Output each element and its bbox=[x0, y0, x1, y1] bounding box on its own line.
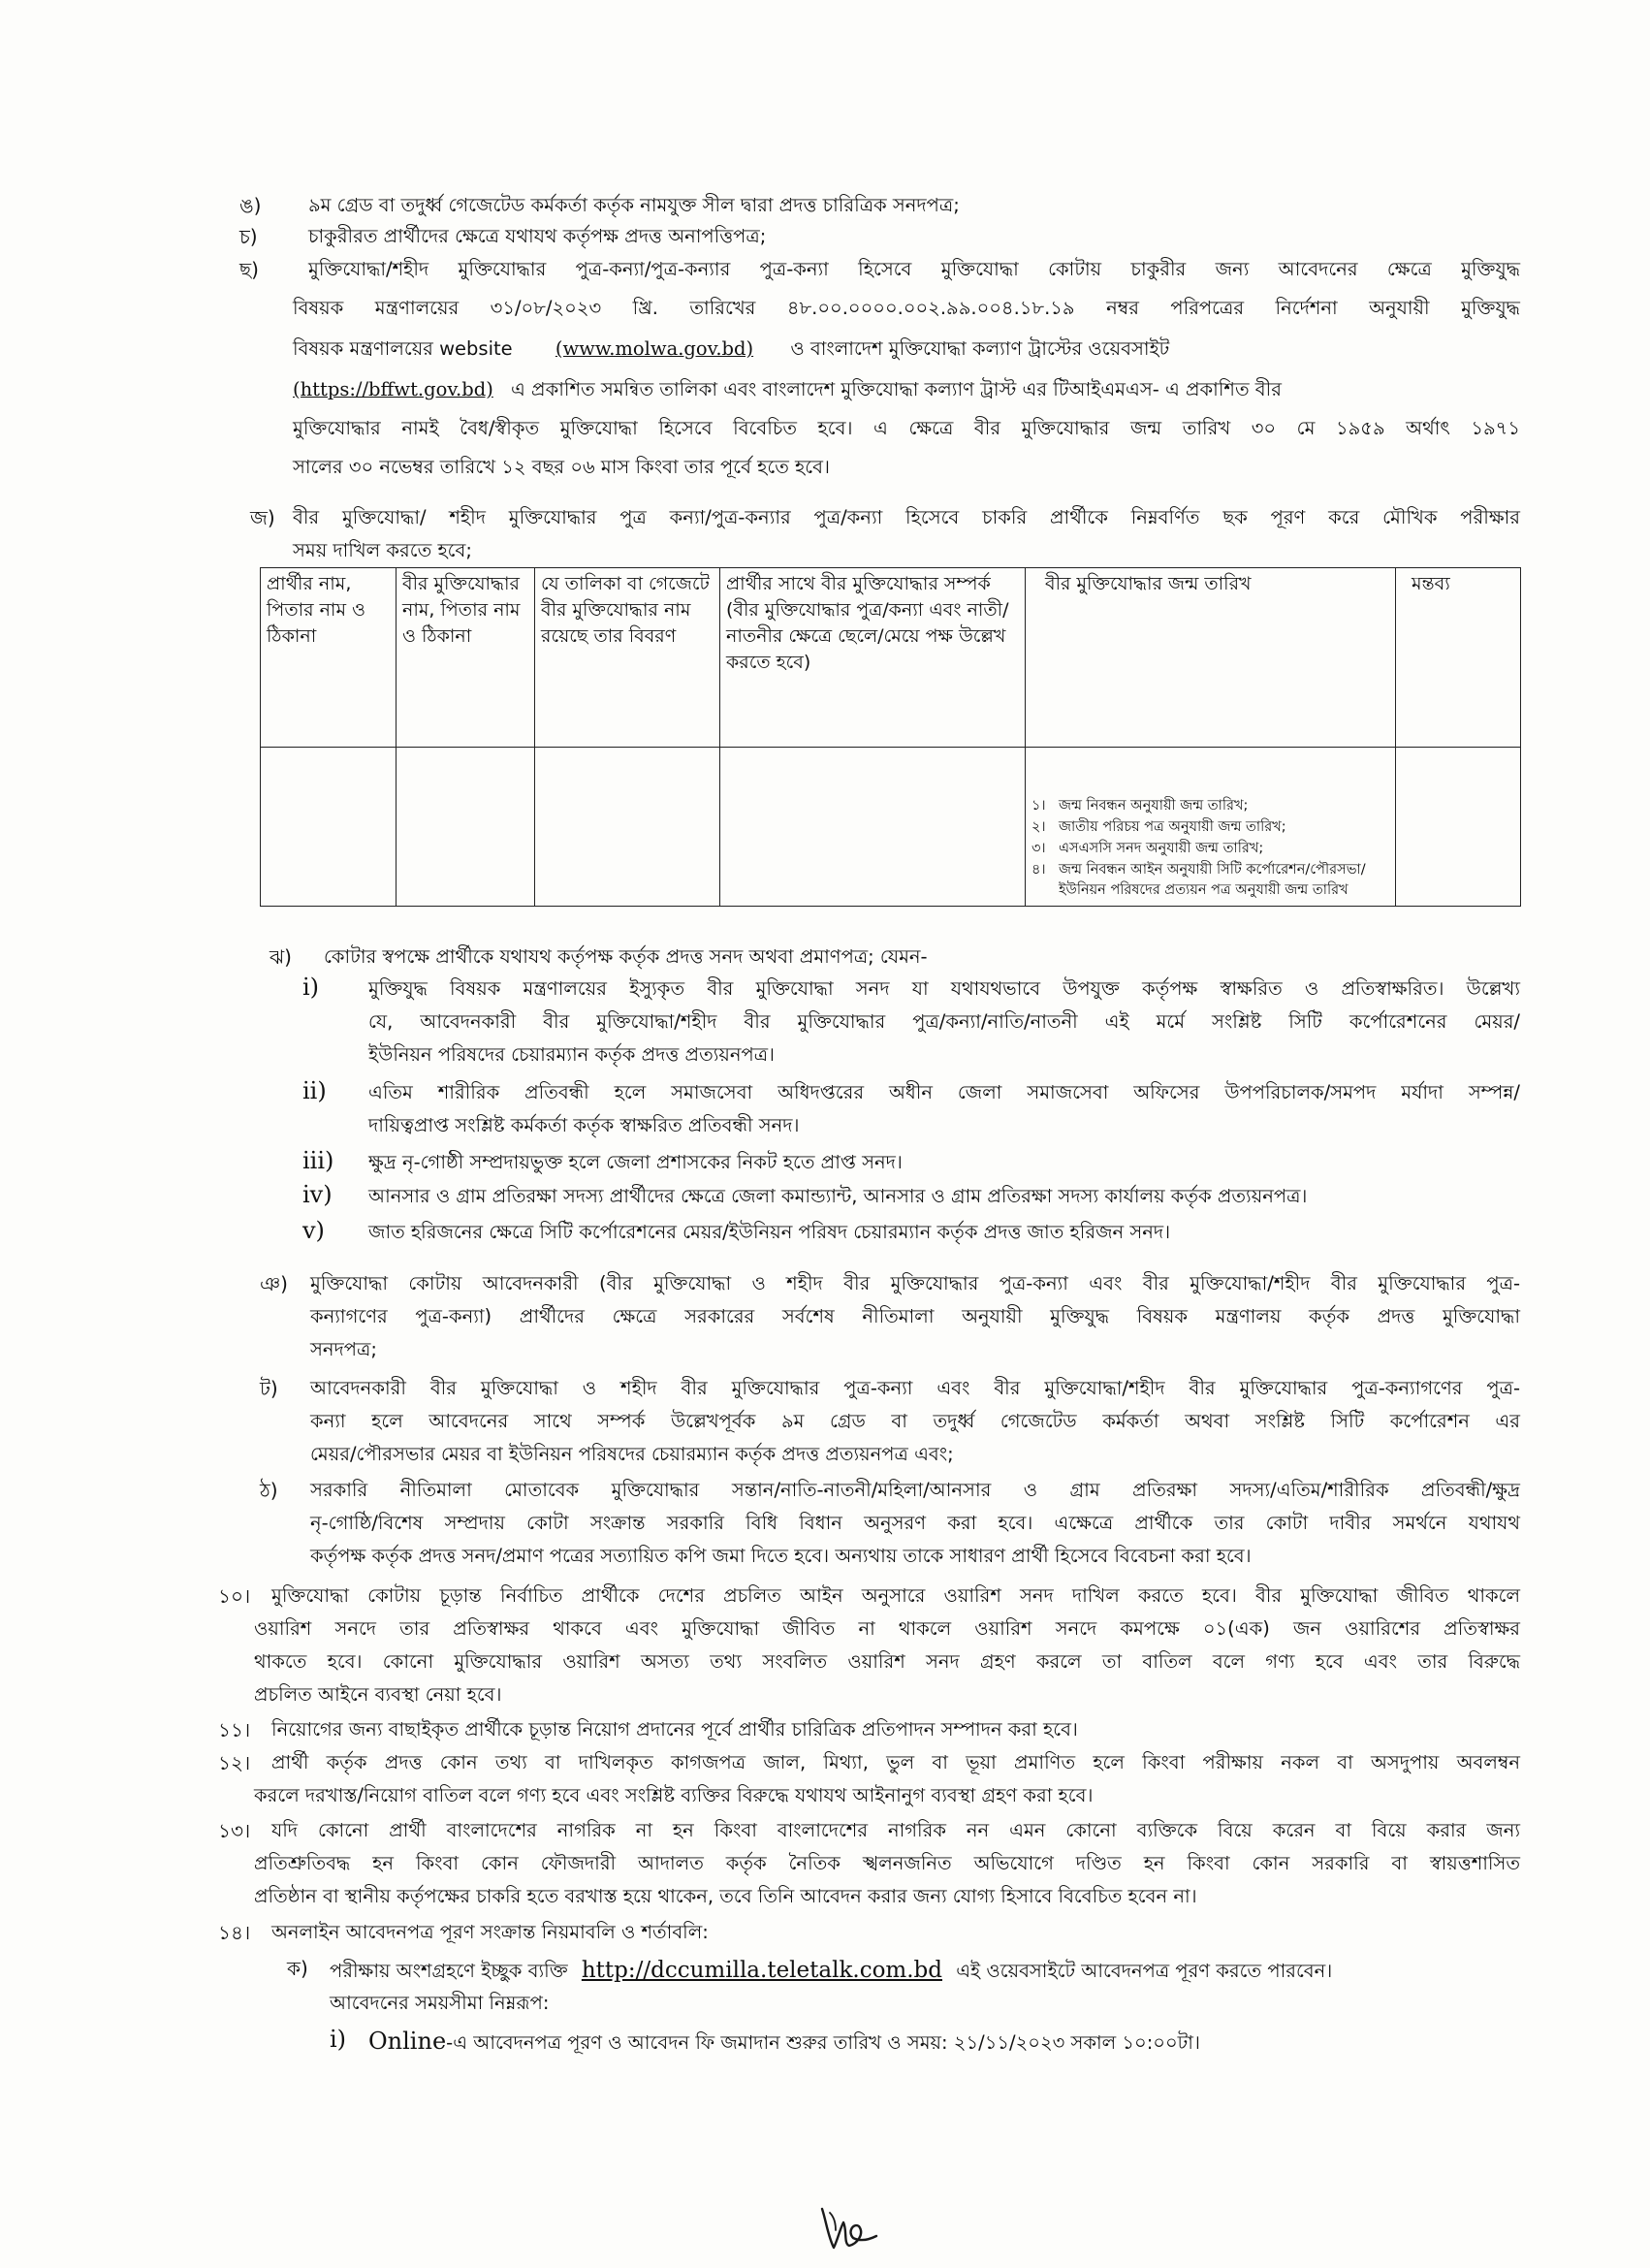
table-cell-empty bbox=[720, 748, 1026, 907]
item-marker: ঝ) bbox=[270, 945, 292, 969]
item-tha-line: নৃ-গোষ্ঠি/বিশেষ সম্প্রদায় কোটা সংক্রান্ত সরকারি বিধি বিধান অনুসরণ করা হবে। এক্ষেত্রে প্রার্থীকে তার কোটা দাবীর সমর্থনে যথাযথ bbox=[310, 1512, 1520, 1534]
roman-numeral: iv) bbox=[302, 1181, 333, 1208]
item-ta-line: মেয়র/পৌরসভার মেয়র বা ইউনিয়ন পরিষদের চেয়ারম্যান কর্তৃক প্রদত্ত প্রত্যয়নপত্র এবং; bbox=[310, 1443, 954, 1465]
jha-item-line: মুক্তিযুদ্ধ বিষয়ক মন্ত্রণালয়ের ইস্যুকৃত বীর মুক্তিযোদ্ধা সনদ যা যথাযথভাবে উপযুক্ত কর্তৃপক্ষ স্বাক্ষরিত ও প্রতিস্বাক্ষরিত। উল্লেখ্য bbox=[368, 977, 1520, 1000]
item-ta-line: কন্যা হলে আবেদনের সাথে সম্পর্ক উল্লেখপূর্বক ৯ম গ্রেড বা তদুর্ধ্ব গেজেটেড কর্মকর্তা অথবা সংশ্লিষ্ট সিটি কর্পোরেশন এর bbox=[310, 1410, 1520, 1432]
item-marker: ট) bbox=[260, 1377, 278, 1400]
roman-numeral: iii) bbox=[302, 1147, 334, 1174]
molwa-link[interactable]: (www.molwa.gov.bd) bbox=[555, 337, 754, 360]
item-tha-line: কর্তৃপক্ষ কর্তৃক প্রদত্ত সনদ/প্রমাণ পত্রের সত্যায়িত কপি জমা দিতে হবে। অন্যথায় তাকে সাধারণ প্রার্থী হিসেবে বিবেচনা করা হবে। bbox=[310, 1545, 1252, 1567]
table-row bbox=[261, 748, 1521, 907]
item-ja-line: সময় দাখিল করতে হবে; bbox=[293, 539, 472, 561]
column-header: প্রার্থীর সাথে বীর মুক্তিযোদ্ধার সম্পর্ক (বীর মুক্তিযোদ্ধার পুত্র/কন্যা এবং নাতী/নাতনীর ক্ষেত্রে ছেলে/মেয়ে পক্ষ উল্লেখ করতে হবে) bbox=[720, 568, 1026, 748]
roman-numeral: v) bbox=[302, 1217, 325, 1244]
item-marker: ঙ) bbox=[239, 194, 262, 217]
item-cha-line: মুক্তিযোদ্ধার নামই বৈধ/স্বীকৃত মুক্তিযোদ্ধা হিসেবে বিবেচিত হবে। এ ক্ষেত্রে বীর মুক্তিযোদ্ধার জন্ম তারিখ ৩০ মে ১৯৫৯ অর্থাৎ ১৯৭১ bbox=[293, 417, 1520, 439]
jha-item-line: যে, আবেদনকারী বীর মুক্তিযোদ্ধা/শহীদ বীর মুক্তিযোদ্ধার পুত্র/কন্যা/নাতি/নাতনী এই মর্মে সংশ্লিষ্ট সিটি কর্পোরেশনের মেয়র/ bbox=[368, 1010, 1520, 1033]
table-cell-empty bbox=[261, 748, 397, 907]
item-cha-line bbox=[293, 378, 1520, 401]
dob-list-item: ১। জন্ম নিবন্ধন অনুযায়ী জন্ম তারিখ; bbox=[1031, 798, 1249, 815]
dob-list-item: ৩। এসএসসি সনদ অনুযায়ী জন্ম তারিখ; bbox=[1031, 840, 1264, 856]
column-header: বীর মুক্তিযোদ্ধার জন্ম তারিখ bbox=[1026, 568, 1396, 748]
table-cell-empty bbox=[535, 748, 720, 907]
section-number: ১৪। bbox=[218, 1921, 251, 1944]
online-label: Online bbox=[368, 2028, 447, 2055]
section-14-title: অনলাইন আবেদনপত্র পূরণ সংক্রান্ত নিয়মাবলি ও শর্তাবলি: bbox=[271, 1921, 709, 1943]
table-header-row bbox=[261, 568, 1521, 748]
item-jha-intro: কোটার স্বপক্ষে প্রার্থীকে যথাযথ কর্তৃপক্ষ কর্তৃক প্রদত্ত সনদ অথবা প্রমাণপত্র; যেমন- bbox=[324, 945, 928, 968]
item-marker: ঞ) bbox=[260, 1272, 288, 1295]
dob-list-item: ২। জাতীয় পরিচয় পত্র অনুযায়ী জন্ম তারিখ; bbox=[1031, 819, 1286, 835]
roman-numeral: ii) bbox=[302, 1077, 327, 1104]
jha-item-line: জাত হরিজনের ক্ষেত্রে সিটি কর্পোরেশনের মেয়র/ইউনিয়ন পরিষদ চেয়ারম্যান কর্তৃক প্রদত্ত জাত হরিজন সনদ। bbox=[368, 1221, 1171, 1243]
table-cell-empty bbox=[397, 748, 535, 907]
text-span: বিষয়ক মন্ত্রণালয়ের website bbox=[293, 337, 513, 360]
column-header: মন্তব্য bbox=[1396, 568, 1521, 748]
jha-item-line: এতিম শারীরিক প্রতিবন্ধী হলে সমাজসেবা অধিদপ্তরের অধীন জেলা সমাজসেবা অফিসের উপপরিচালক/সমপদ মর্যাদা সম্পন্ন/ bbox=[368, 1081, 1520, 1103]
roman-numeral: i) bbox=[302, 974, 320, 1001]
section-13-line: প্রতিশ্রুতিবদ্ধ হন কিংবা কোন ফৌজদারী আদালত কর্তৃক নৈতিক স্খলনজনিত অভিযোগে দণ্ডিত হন কিংবা কোন সরকারি বা স্বায়ত্তশাসিত bbox=[254, 1852, 1520, 1874]
section-14-i-line bbox=[368, 2027, 1200, 2056]
text-span: -এ আবেদনপত্র পূরণ ও আবেদন ফি জমাদান শুরুর তারিখ ও সময়: ২১/১১/২০২৩ সকাল ১০:০০টা। bbox=[446, 2031, 1200, 2054]
item-ga-text: ৯ম গ্রেড বা তদুর্ধ্ব গেজেটেড কর্মকর্তা কর্তৃক নামযুক্ত সীল দ্বারা প্রদত্ত চারিত্রিক সনদপত্র; bbox=[308, 194, 960, 216]
section-10-line: ওয়ারিশ সনদে তার প্রতিস্বাক্ষর থাকবে এবং মুক্তিযোদ্ধা জীবিত না থাকলে ওয়ারিশ সনদে কমপক্ষে ০১(এক) জন ওয়ারিশের প্রতিস্বাক্ষর bbox=[254, 1617, 1520, 1640]
bffwt-link[interactable]: (https://bffwt.gov.bd) bbox=[293, 378, 493, 400]
item-marker: ঠ) bbox=[260, 1479, 278, 1502]
text-span: এ প্রকাশিত সমন্বিত তালিকা এবং বাংলাদেশ মুক্তিযোদ্ধা কল্যাণ ট্রাস্ট এর টিআইএমএস- এ প্রকাশিত বীর bbox=[511, 378, 1282, 400]
section-number: ১২। bbox=[218, 1751, 251, 1774]
section-13-line: প্রতিষ্ঠান বা স্থানীয় কর্তৃপক্ষের চাকরি হতে বরখাস্ত হয়ে থাকেন, তবে তিনি আবেদন করার জন্য যোগ্য হিসাবে বিবেচিত হবেন না। bbox=[254, 1885, 1197, 1907]
column-header: যে তালিকা বা গেজেটে বীর মুক্তিযোদ্ধার নাম রয়েছে তার বিবরণ bbox=[535, 568, 720, 748]
item-nya-line: সনদপত্র; bbox=[310, 1338, 377, 1360]
dob-list-cell bbox=[1026, 748, 1396, 907]
column-header: বীর মুক্তিযোদ্ধার নাম, পিতার নাম ও ঠিকানা bbox=[397, 568, 535, 748]
text-span: এই ওয়েবসাইটে আবেদনপত্র পূরণ করতে পারবেন। bbox=[956, 1960, 1333, 1982]
section-12-line: প্রার্থী কর্তৃক প্রদত্ত কোন তথ্য বা দাখিলকৃত কাগজপত্র জাল, মিথ্যা, ভুল বা ভূয়া প্রমাণিত হলে কিংবা পরীক্ষায় নকল বা অসদুপায় অবলম্বন bbox=[271, 1751, 1520, 1773]
item-cha-line: সালের ৩০ নভেম্বর তারিখে ১২ বছর ০৬ মাস কিংবা তার পূর্বে হতে হবে। bbox=[293, 456, 830, 478]
roman-numeral: i) bbox=[330, 2026, 347, 2053]
item-ta-line: আবেদনকারী বীর মুক্তিযোদ্ধা ও শহীদ বীর মুক্তিযোদ্ধার পুত্র-কন্যা এবং বীর মুক্তিযোদ্ধা/শহীদ বীর মুক্তিযোদ্ধার পুত্র-কন্যাগণের পুত্র- bbox=[310, 1377, 1520, 1399]
section-10-line: থাকতে হবে। কোনো মুক্তিযোদ্ধার ওয়ারিশ অসত্য তথ্য সংবলিত ওয়ারিশ সনদ গ্রহণ করলে তা বাতিল বলে গণ্য হবে এবং তার বিরুদ্ধে bbox=[254, 1650, 1520, 1673]
section-number: ১৩। bbox=[218, 1819, 251, 1842]
column-header: প্রার্থীর নাম, পিতার নাম ও ঠিকানা bbox=[261, 568, 397, 748]
jha-item-line: ইউনিয়ন পরিষদের চেয়ারম্যান কর্তৃক প্রদত্ত প্রত্যয়নপত্র। bbox=[368, 1043, 776, 1066]
item-marker: জ) bbox=[250, 506, 275, 529]
item-cha-line: মুক্তিযোদ্ধা/শহীদ মুক্তিযোদ্ধার পুত্র-কন্যা/পুত্র-কন্যার পুত্র-কন্যা হিসেবে মুক্তিযোদ্ধা কোটায় চাকুরীর জন্য আবেদনের ক্ষেত্রে মুক্তিযুদ্ধ bbox=[308, 258, 1520, 280]
section-10-line: প্রচলিত আইনে ব্যবস্থা নেয়া হবে। bbox=[254, 1683, 502, 1706]
text-span: পরীক্ষায় অংশগ্রহণে ইচ্ছুক ব্যক্তি bbox=[330, 1960, 568, 1982]
teletalk-link[interactable]: http://dccumilla.teletalk.com.bd bbox=[581, 1958, 943, 1983]
section-10-line: মুক্তিযোদ্ধা কোটায় চূড়ান্ত নির্বাচিত প্রার্থীকে দেশের প্রচলিত আইন অনুসারে ওয়ারিশ সনদ দাখিল করতে হবে। বীর মুক্তিযোদ্ধা জীবিত থাকলে bbox=[271, 1584, 1520, 1607]
section-13-line: যদি কোনো প্রার্থী বাংলাদেশের নাগরিক না হন কিংবা বাংলাদেশের নাগরিক নন এমন কোনো ব্যক্তিকে বিয়ে করেন বা বিয়ে করার জন্য bbox=[271, 1819, 1520, 1841]
jha-item-line: আনসার ও গ্রাম প্রতিরক্ষা সদস্য প্রার্থীদের ক্ষেত্রে জেলা কমান্ড্যান্ট, আনসার ও গ্রাম প্রতিরক্ষা সদস্য কার্যালয় কর্তৃক প্রত্যয়নপত্র। bbox=[368, 1185, 1308, 1207]
item-ca-text: চাকুরীরত প্রার্থীদের ক্ষেত্রে যথাযথ কর্তৃপক্ষ প্রদত্ত অনাপত্তিপত্র; bbox=[308, 225, 767, 247]
section-14-ka-line: আবেদনের সময়সীমা নিম্নরূপ: bbox=[330, 1992, 550, 2014]
text-span: ও বাংলাদেশ মুক্তিযোদ্ধা কল্যাণ ট্রাস্টের ওয়েবসাইট bbox=[790, 337, 1170, 360]
dob-list-item: ৪। জন্ম নিবন্ধন আইন অনুযায়ী সিটি কর্পোরেশন/পৌরসভা/ইউনিয়ন পরিষদের প্রত্যয়ন পত্র অনুযায়ী জন্ম তারিখ bbox=[1031, 861, 1366, 899]
jha-item-line: দায়িত্বপ্রাপ্ত সংশ্লিষ্ট কর্মকর্তা কর্তৃক স্বাক্ষরিত প্রতিবন্ধী সনদ। bbox=[368, 1114, 800, 1136]
section-number: ১১। bbox=[218, 1718, 251, 1741]
item-cha-line: বিষয়ক মন্ত্রণালয়ের ৩১/০৮/২০২৩ খ্রি. তারিখের ৪৮.০০.০০০০.০০২.৯৯.০০৪.১৮.১৯ নম্বর পরিপত্রের নির্দেশনা অনুযায়ী মুক্তিযুদ্ধ bbox=[293, 297, 1520, 319]
item-ja-line: বীর মুক্তিযোদ্ধা/ শহীদ মুক্তিযোদ্ধার পুত্র কন্যা/পুত্র-কন্যার পুত্র/কন্যা হিসেবে চাকরি প্রার্থীকে নিম্নবর্ণিত ছক পূরণ করে মৌখিক পরীক্ষার bbox=[293, 506, 1520, 528]
item-nya-line: কন্যাগণের পুত্র-কন্যা) প্রার্থীদের ক্ষেত্রে সরকারের সর্বশেষ নীতিমালা অনুযায়ী মুক্তিযুদ্ধ বিষয়ক মন্ত্রণালয় কর্তৃক প্রদত্ত মুক্তিযোদ্ধা bbox=[310, 1305, 1520, 1327]
section-14-ka-line bbox=[330, 1957, 1332, 1985]
section-12-line: করলে দরখাস্ত/নিয়োগ বাতিল বলে গণ্য হবে এবং সংশ্লিষ্ট ব্যক্তির বিরুদ্ধে যথাযথ আইনানুগ ব্যবস্থা গ্রহণ করা হবে। bbox=[254, 1784, 1094, 1806]
item-marker: চ) bbox=[239, 225, 258, 248]
item-nya-line: মুক্তিযোদ্ধা কোটায় আবেদনকারী (বীর মুক্তিযোদ্ধা ও শহীদ বীর মুক্তিযোদ্ধার পুত্র-কন্যা এবং বীর মুক্তিযোদ্ধা/শহীদ বীর মুক্তিযোদ্ধার পুত্র- bbox=[310, 1272, 1520, 1294]
item-cha-line bbox=[293, 337, 1520, 361]
section-11-line: নিয়োগের জন্য বাছাইকৃত প্রার্থীকে চূড়ান্ত নিয়োগ প্রদানের পূর্বে প্রার্থীর চারিত্রিক প্রতিপাদন সম্পাদন করা হবে। bbox=[271, 1718, 1078, 1741]
item-tha-line: সরকারি নীতিমালা মোতাবেক মুক্তিযোদ্ধার সন্তান/নাতি-নাতনী/মহিলা/আনসার ও গ্রাম প্রতিরক্ষা সদস্য/এতিম/শারীরিক প্রতিবন্ধী/ক্ষুদ্র bbox=[310, 1479, 1520, 1501]
jha-item-line: ক্ষুদ্র নৃ-গোষ্ঠী সম্প্রদায়ভুক্ত হলে জেলা প্রশাসকের নিকট হতে প্রাপ্ত সনদ। bbox=[368, 1151, 903, 1173]
item-marker: ছ) bbox=[239, 258, 259, 281]
signature-initials bbox=[814, 2201, 882, 2254]
section-number: ১০। bbox=[218, 1584, 251, 1608]
table-cell-empty bbox=[1396, 748, 1521, 907]
item-marker: ক) bbox=[287, 1957, 308, 1980]
quota-info-table bbox=[260, 567, 1521, 907]
